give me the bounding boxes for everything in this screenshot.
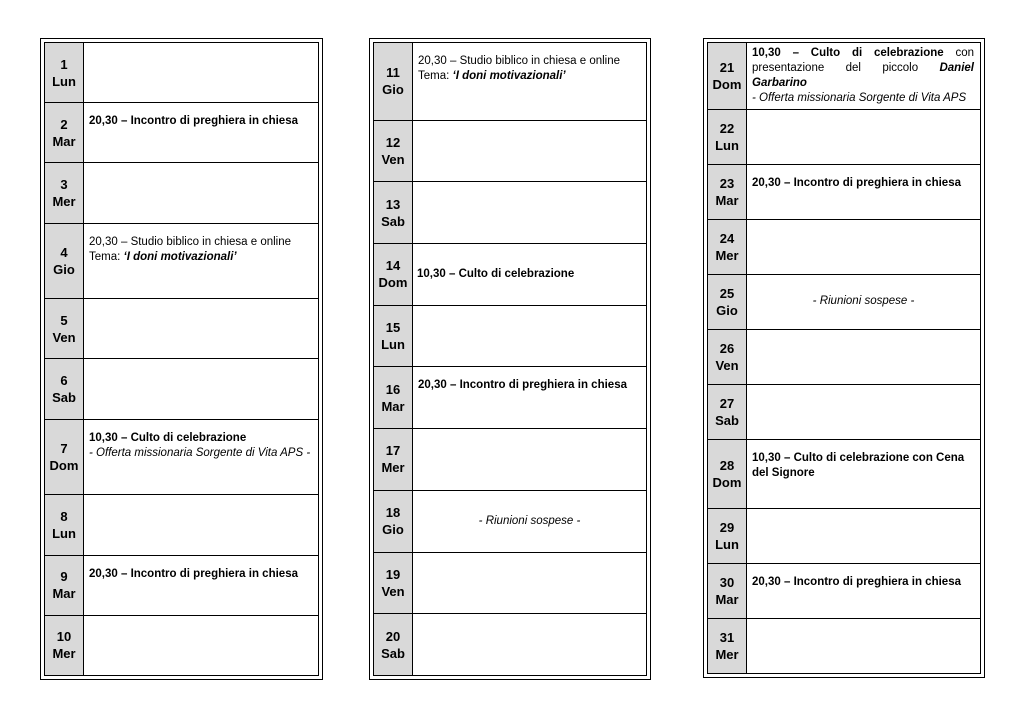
theme-value: ‘I doni motivazionali’ xyxy=(452,70,566,82)
date-cell xyxy=(45,555,84,615)
day-number: 27 xyxy=(719,395,735,411)
weekday: Gio xyxy=(53,261,75,277)
event-cell xyxy=(84,359,319,419)
table-row xyxy=(45,555,319,615)
event-cell xyxy=(747,164,981,219)
day-number: 2 xyxy=(60,116,68,132)
table-row xyxy=(374,243,647,305)
weekday: Ven xyxy=(715,357,739,373)
date-cell xyxy=(45,419,84,495)
event-title: 10,30 – Culto di celebrazione xyxy=(417,267,575,280)
date-cell xyxy=(45,163,84,223)
weekday: Mar xyxy=(52,586,76,602)
table-row xyxy=(45,359,319,419)
table-row xyxy=(374,305,647,367)
table-row xyxy=(45,495,319,555)
date-cell xyxy=(708,164,747,219)
event-title: 10,30 – Culto di celebrazione xyxy=(89,431,247,444)
event-note: - Offerta missionaria Sorgente di Vita APS xyxy=(752,92,967,104)
table-row xyxy=(45,43,319,103)
date-cell xyxy=(708,439,747,508)
table-row xyxy=(45,163,319,223)
calendar-column-1 xyxy=(40,38,323,680)
event-cell xyxy=(747,43,981,110)
event-description: con presentazione del piccolo xyxy=(752,47,974,74)
event-title: 20,30 – Incontro di preghiera in chiesa xyxy=(418,379,627,392)
date-cell xyxy=(45,359,84,419)
date-cell xyxy=(708,509,747,564)
day-number: 10 xyxy=(56,629,72,645)
weekday: Lun xyxy=(715,137,739,153)
weekday: Mer xyxy=(381,460,405,476)
weekday: Mar xyxy=(715,192,739,208)
event-cell xyxy=(413,43,647,121)
table-row xyxy=(374,120,647,182)
date-cell xyxy=(708,274,747,329)
table-row xyxy=(708,219,981,274)
event-title: 20,30 – Studio biblico in chiesa e online xyxy=(89,235,292,248)
event-cell xyxy=(84,615,319,675)
event-cell xyxy=(747,329,981,384)
event-cell xyxy=(84,299,319,359)
event-theme xyxy=(89,250,314,265)
weekday: Mer xyxy=(52,646,76,662)
event-cell xyxy=(747,564,981,619)
event-cell xyxy=(747,219,981,274)
calendar-table xyxy=(707,42,981,674)
day-number: 30 xyxy=(719,575,735,590)
date-cell xyxy=(374,120,413,182)
day-number: 24 xyxy=(719,230,735,246)
table-row xyxy=(374,614,647,676)
date-cell xyxy=(708,619,747,674)
table-row xyxy=(708,509,981,564)
table-row xyxy=(708,274,981,329)
date-cell xyxy=(45,299,84,359)
event-cell xyxy=(747,274,981,329)
calendar-column-3 xyxy=(703,38,985,678)
event-cell xyxy=(84,163,319,223)
event-title: 20,30 – Incontro di preghiera in chiesa xyxy=(752,576,961,589)
date-cell xyxy=(708,43,747,110)
event-cell xyxy=(747,384,981,439)
date-cell xyxy=(374,429,413,491)
day-number: 9 xyxy=(60,569,68,585)
date-cell xyxy=(45,615,84,675)
day-number: 29 xyxy=(719,520,735,536)
table-row xyxy=(374,182,647,244)
event-cell xyxy=(413,490,647,552)
weekday: Sab xyxy=(381,213,405,229)
event-title: 10,30 – Culto di celebrazione con Cena del Signore xyxy=(752,451,965,479)
weekday: Dom xyxy=(712,474,742,490)
date-cell xyxy=(45,223,84,299)
date-cell xyxy=(374,552,413,614)
day-number: 16 xyxy=(385,381,401,397)
table-row xyxy=(45,299,319,359)
event-cell xyxy=(84,495,319,555)
weekday: Ven xyxy=(381,583,405,599)
suspended-note: - Riunioni sospese - xyxy=(478,514,581,527)
date-cell xyxy=(708,329,747,384)
weekday: Gio xyxy=(716,302,738,318)
weekday: Lun xyxy=(715,537,739,553)
weekday: Mar xyxy=(715,592,739,607)
date-cell xyxy=(708,110,747,165)
day-number: 3 xyxy=(60,177,68,192)
event-cell xyxy=(747,110,981,165)
date-cell xyxy=(45,495,84,555)
weekday: Ven xyxy=(52,329,76,345)
table-row xyxy=(708,564,981,619)
weekday: Sab xyxy=(52,390,76,406)
event-title: 20,30 – Incontro di preghiera in chiesa xyxy=(752,176,961,189)
weekday: Sab xyxy=(381,645,405,661)
day-number: 18 xyxy=(385,505,401,521)
day-number: 28 xyxy=(719,457,735,473)
weekday: Mer xyxy=(715,247,739,263)
table-row xyxy=(708,110,981,165)
weekday: Gio xyxy=(382,82,404,98)
date-cell xyxy=(374,43,413,121)
weekday: Dom xyxy=(49,458,79,474)
day-number: 21 xyxy=(719,60,735,75)
event-title: 10,30 – Culto di celebrazione xyxy=(752,47,944,59)
table-row xyxy=(708,43,981,110)
weekday: Lun xyxy=(381,337,405,353)
date-cell xyxy=(374,305,413,367)
day-number: 8 xyxy=(60,508,68,524)
date-cell xyxy=(45,103,84,163)
day-number: 4 xyxy=(60,244,68,260)
day-number: 5 xyxy=(60,312,68,328)
event-cell xyxy=(84,419,319,495)
weekday: Lun xyxy=(52,73,76,89)
table-row xyxy=(374,43,647,121)
day-number: 31 xyxy=(719,630,735,645)
weekday: Dom xyxy=(712,77,742,92)
event-cell xyxy=(747,619,981,674)
weekday: Sab xyxy=(715,412,739,428)
event-cell xyxy=(747,439,981,508)
table-row xyxy=(708,619,981,674)
day-number: 26 xyxy=(719,340,735,356)
day-number: 15 xyxy=(385,320,401,336)
table-row xyxy=(45,223,319,299)
event-title: 20,30 – Incontro di preghiera in chiesa xyxy=(89,115,298,128)
date-cell xyxy=(374,367,413,429)
weekday: Lun xyxy=(52,525,76,541)
calendar-table xyxy=(373,42,647,676)
date-cell xyxy=(708,564,747,619)
table-row xyxy=(708,439,981,508)
event-cell xyxy=(413,367,647,429)
day-number: 1 xyxy=(60,56,68,72)
day-number: 23 xyxy=(719,175,735,191)
day-number: 11 xyxy=(386,65,400,81)
weekday: Dom xyxy=(378,275,408,291)
event-note: - Offerta missionaria Sorgente di Vita APS - xyxy=(89,446,311,459)
event-cell xyxy=(84,555,319,615)
event-cell xyxy=(413,120,647,182)
calendar-column-2 xyxy=(369,38,651,680)
day-number: 7 xyxy=(60,441,68,457)
date-cell xyxy=(374,243,413,305)
event-cell xyxy=(413,182,647,244)
day-number: 13 xyxy=(385,196,401,212)
table-row xyxy=(45,615,319,675)
event-cell xyxy=(747,509,981,564)
day-number: 6 xyxy=(60,373,68,389)
date-cell xyxy=(45,43,84,103)
weekday: Mar xyxy=(52,133,76,149)
event-title: 20,30 – Studio biblico in chiesa e online xyxy=(418,55,621,67)
table-row xyxy=(374,490,647,552)
event-title: 20,30 – Incontro di preghiera in chiesa xyxy=(89,567,298,580)
event-cell xyxy=(413,243,647,305)
weekday: Ven xyxy=(381,151,405,167)
table-row xyxy=(708,329,981,384)
table-row xyxy=(708,164,981,219)
event-cell xyxy=(84,43,319,103)
calendar-table xyxy=(44,42,319,676)
event-cell xyxy=(84,103,319,163)
table-row xyxy=(374,429,647,491)
table-row xyxy=(45,419,319,495)
suspended-note: - Riunioni sospese - xyxy=(812,295,915,308)
day-number: 20 xyxy=(385,628,401,644)
day-number: 19 xyxy=(385,566,401,582)
date-cell xyxy=(374,490,413,552)
weekday: Gio xyxy=(382,522,404,538)
day-number: 17 xyxy=(385,443,401,459)
weekday: Mer xyxy=(52,194,76,209)
table-row xyxy=(708,384,981,439)
event-cell xyxy=(413,305,647,367)
day-number: 12 xyxy=(385,134,401,150)
table-row xyxy=(374,552,647,614)
event-cell xyxy=(413,429,647,491)
event-theme xyxy=(418,69,642,84)
weekday: Mer xyxy=(715,647,739,662)
date-cell xyxy=(708,219,747,274)
event-cell xyxy=(84,223,319,299)
table-row xyxy=(45,103,319,163)
theme-label: Tema: xyxy=(418,70,453,82)
date-cell xyxy=(374,614,413,676)
weekday: Mar xyxy=(381,398,405,414)
child-name: Daniel Garbarino xyxy=(752,62,974,89)
event-cell xyxy=(413,552,647,614)
table-row xyxy=(374,367,647,429)
day-number: 14 xyxy=(385,258,401,274)
date-cell xyxy=(374,182,413,244)
day-number: 25 xyxy=(719,285,735,301)
theme-value: ‘I doni motivazionali’ xyxy=(123,250,237,263)
day-number: 22 xyxy=(719,120,735,136)
date-cell xyxy=(708,384,747,439)
event-cell xyxy=(413,614,647,676)
theme-label: Tema: xyxy=(89,250,124,263)
